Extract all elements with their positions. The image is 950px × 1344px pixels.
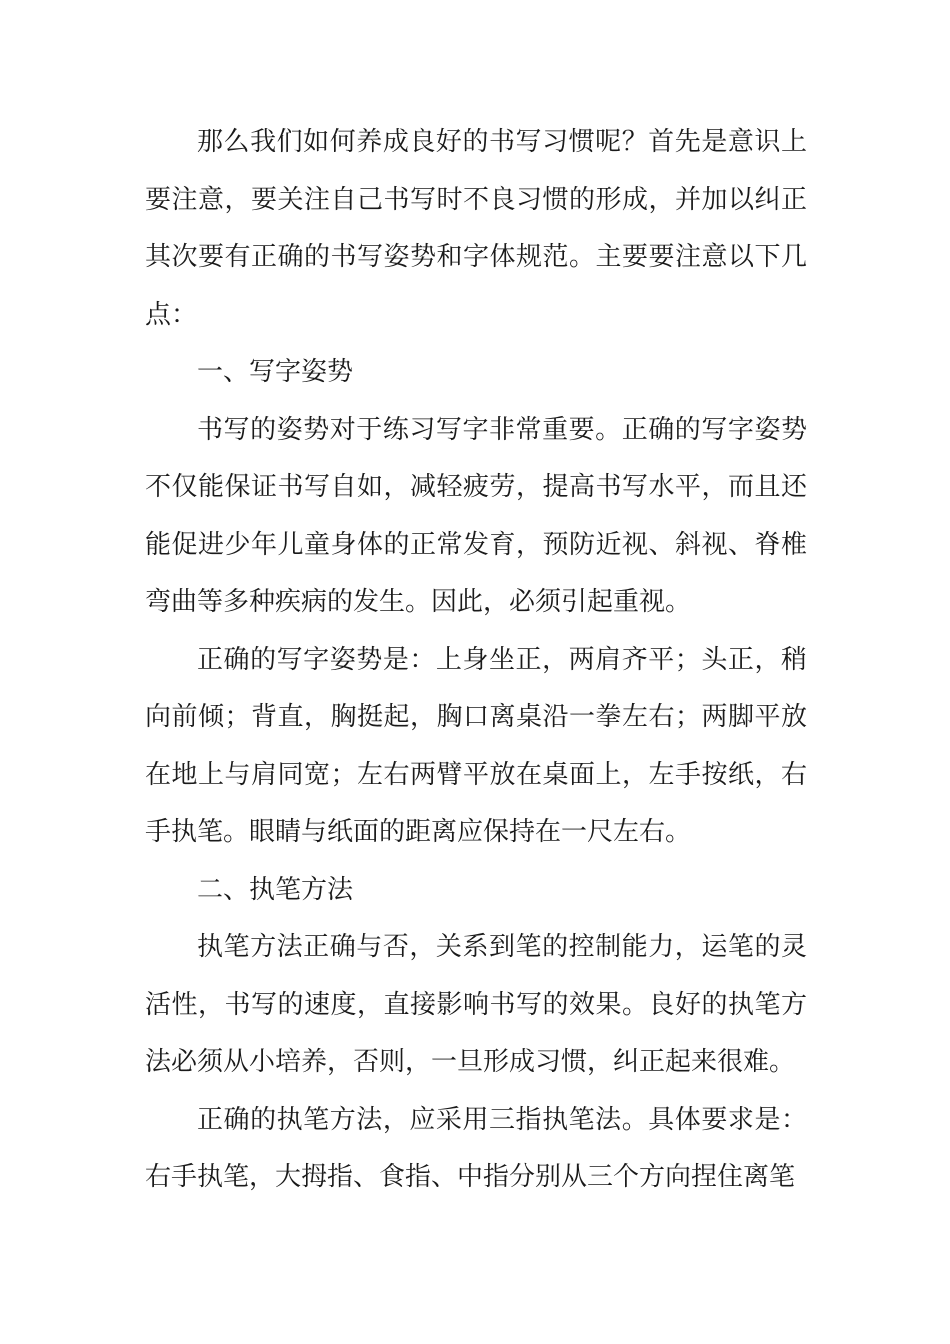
section-heading-pen-holding: 二、执笔方法 [197,874,354,905]
paragraph-pen-holding-importance: 执笔方法正确与否，关系到笔的控制能力，运笔的灵活性，书写的速度，直接影响书写的效果。良好的执笔方法必须从小培养，否则，一旦形成习惯，纠正起来很难。 [145,932,807,1077]
paragraph-three-finger-method: 正确的执笔方法，应采用三指执笔法。具体要求是：右手执笔，大拇指、食指、中指分别从三个方向捏住离笔 [145,1104,807,1192]
document-body [145,114,807,1207]
paragraph-intro: 那么我们如何养成良好的书写习惯呢？首先是意识上要注意，要关注自己书写时不良习惯的形成，并加以纠正其次要有正确的书写姿势和字体规范。主要要注意以下几点： [145,127,807,330]
paragraph-correct-posture: 正确的写字姿势是：上身坐正，两肩齐平；头正，稍向前倾；背直，胸挺起，胸口离桌沿一拳左右；两脚平放在地上与肩同宽；左右两臂平放在桌面上，左手按纸，右手执笔。眼睛与纸面的距离应保持在一尺左右。 [145,644,807,847]
paragraph-posture-importance: 书写的姿势对于练习写字非常重要。正确的写字姿势不仅能保证书写自如，减轻疲劳，提高书写水平，而且还能促进少年儿童身体的正常发育，预防近视、斜视、脊椎弯曲等多种疾病的发生。因此，必须引起重视。 [145,414,807,617]
section-heading-writing-posture: 一、写字姿势 [197,357,354,387]
